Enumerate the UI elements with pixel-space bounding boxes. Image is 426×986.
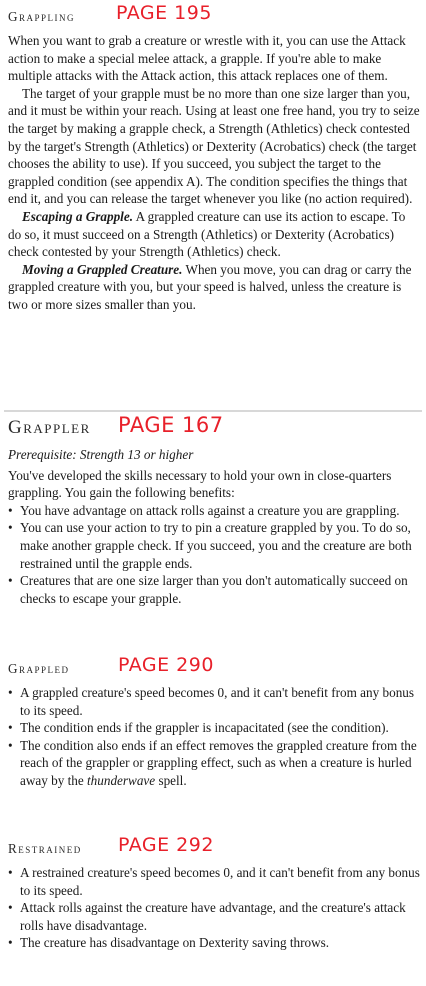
escaping-grapple-paragraph [8,208,420,261]
list-item: • The condition ends if the grappler is incapacitated (see the condition). [8,719,420,737]
escaping-grapple-text: A grappled creature can use its action to escape. To do so, it must succeed on a Strength (Athletics) or Dexterity (Acrobatics) check contested by your Strength (Athletics) check. [8,208,406,260]
grappler-intro: You've developed the skills necessary to hold your own in close-quarters grappling. You gain the following benefits: [8,467,392,501]
restrained-conditions-list [8,864,420,952]
section-divider [4,410,422,412]
list-item: • Attack rolls against the creature have advantage, and the creature's attack rolls have disadvantage. [8,899,420,934]
grappling-paragraph-1: When you want to grab a creature or wrestle with it, you can use the Attack action to make a special melee attack, a grapple. If you're able to make multiple attacks with the Attack action, this attack replaces one of them. [8,33,406,84]
grappled-bullet-3-end: spell. [155,772,187,788]
grappler-benefits-list [8,502,420,608]
grappler-heading [8,413,420,446]
moving-grappled-text: When you move, you can drag or carry the grappled creature with you, but your speed is halved, unless the creature is two or more sizes smaller than you. [8,261,412,312]
restrained-heading [8,834,420,864]
grappler-title: Grappler [8,417,91,438]
moving-grappled-paragraph [8,261,420,314]
grappling-paragraph-2: The target of your grapple must be no more than one size larger than you, and it must be within your reach. Using at least one free hand, you try to seize the target by making a grapple check, a Strength (Athletics) check contested by the target's Strength (Athletics) or Dexterity (Acrobatics) check (the target chooses the ability to use). If you succeed, you subject the target to the grappled condition (see appendix A). The condition specifies the things that end it, and you can release the target whenever you like (no action required). [8,85,420,207]
grappler-prerequisite: Prerequisite: Strength 13 or higher [8,447,194,462]
grappling-section [8,2,420,314]
grappled-bullet-3-text: The condition also ends if an effect removes the grappled creature from the reach of the grappler or grappling effect, such as when a creature is hurled away by the [20,737,417,788]
grappled-conditions-list [8,684,420,790]
list-item: • A restrained creature's speed becomes 0, and it can't benefit from any bonus to its speed. [8,864,420,899]
grappling-title: Grappling [8,9,76,24]
list-item: • You can use your action to try to pin a creature grappled by you. To do so, make another grapple check. If you succeed, you and the creature are both restrained until the grapple ends. [8,519,420,572]
grappled-page-ref: PAGE 290 [118,654,214,676]
grappled-heading [8,654,420,684]
thunderwave-spell-name: thunderwave [87,772,156,788]
grappled-section [8,654,420,790]
grappler-section [8,413,420,607]
restrained-page-ref: PAGE 292 [118,834,214,856]
list-item [8,737,420,790]
escaping-grapple-label: Escaping a Grapple. [22,208,133,224]
restrained-section [8,834,420,952]
list-item: • A grappled creature's speed becomes 0, and it can't benefit from any bonus to its speed. [8,684,420,719]
list-item: • You have advantage on attack rolls against a creature you are grappling. [8,502,420,520]
grappling-page-ref: PAGE 195 [116,2,212,24]
restrained-title: Restrained [8,841,82,856]
list-item: • Creatures that are one size larger than you don't automatically succeed on checks to escape your grapple. [8,572,420,607]
list-item: • The creature has disadvantage on Dexterity saving throws. [8,934,420,952]
moving-grappled-label: Moving a Grappled Creature. [22,261,183,277]
grappling-heading [8,2,420,32]
grappled-title: Grappled [8,661,70,676]
grappler-page-ref: PAGE 167 [118,413,224,437]
